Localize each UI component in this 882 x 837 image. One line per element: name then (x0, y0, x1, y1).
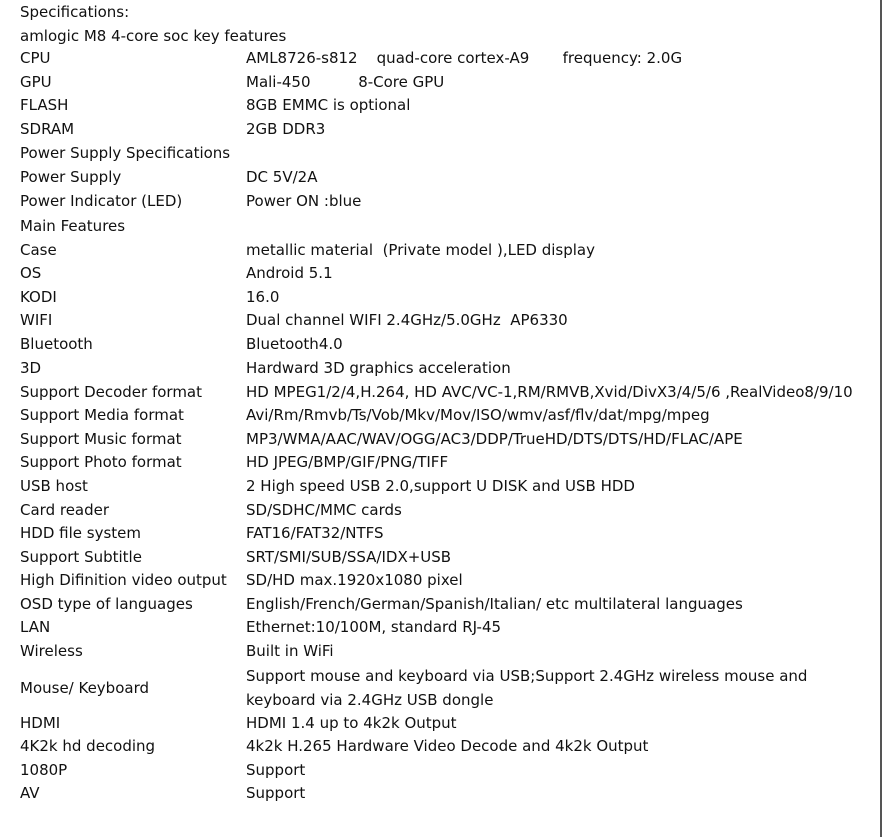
spec-label: HDMI (20, 713, 61, 732)
spec-label: USB host (20, 476, 88, 495)
spec-value: Dual channel WIFI 2.4GHz/5.0GHz AP6330 (246, 311, 568, 330)
spec-value: HD MPEG1/2/4,H.264, HD AVC/VC-1,RM/RMVB,Xvid/DivX3/4/5/6 ,RealVideo8/9/10 (246, 383, 853, 402)
spec-value: metallic material (Private model ),LED display (246, 240, 595, 259)
spec-value: Android 5.1 (246, 264, 333, 283)
spec-row-kodi (20, 286, 856, 310)
spec-value: MP3/WMA/AAC/WAV/OGG/AC3/DDP/TrueHD/DTS/DTS/HD/FLAC/APE (246, 429, 743, 448)
spec-label: OS (20, 264, 42, 283)
spec-row-flash (20, 94, 856, 118)
spec-label: Bluetooth (20, 334, 93, 353)
spec-row-os (20, 262, 856, 286)
section-main-features (20, 214, 856, 239)
spec-row-3d (20, 357, 856, 381)
spec-label: 1080P (20, 760, 68, 779)
spec-row-power-supply (20, 166, 856, 190)
spec-label: Power Supply (20, 168, 122, 187)
spec-label: GPU (20, 72, 52, 91)
spec-label: HDD file system (20, 524, 141, 543)
spec-value: 4k2k H.265 Hardware Video Decode and 4k2k Output (246, 737, 649, 756)
spec-label: 3D (20, 358, 42, 377)
spec-row-wireless (20, 640, 856, 664)
spec-value: Support mouse and keyboard via USB;Support 2.4GHz wireless mouse and keyboard via 2.4GHz USB dongle (246, 666, 808, 709)
spec-row-music-format (20, 428, 856, 452)
spec-row-case (20, 239, 856, 263)
spec-value: SD/SDHC/MMC cards (246, 500, 402, 519)
spec-value: Support (246, 784, 306, 803)
spec-row-usb-host (20, 475, 856, 499)
spec-row-1080p (20, 759, 856, 783)
spec-value: Avi/Rm/Rmvb/Ts/Vob/Mkv/Mov/ISO/wmv/asf/flv/dat/mpg/mpeg (246, 406, 710, 425)
spec-value: FAT16/FAT32/NTFS (246, 524, 384, 543)
spec-label: AV (20, 784, 40, 803)
spec-label: Mouse/ Keyboard (20, 678, 150, 697)
spec-row-hdmi (20, 712, 856, 736)
spec-row-cpu (20, 47, 856, 71)
spec-label: 4K2k hd decoding (20, 737, 156, 756)
spec-label: CPU (20, 49, 51, 67)
spec-label: Support Music format (20, 429, 182, 448)
spec-label: SDRAM (20, 119, 75, 138)
spec-label: Card reader (20, 500, 110, 519)
spec-row-mouse-keyboard (20, 664, 856, 712)
spec-value (246, 141, 856, 166)
spec-row-media-format (20, 404, 856, 428)
spec-row-gpu (20, 71, 856, 95)
spec-label: OSD type of languages (20, 594, 193, 613)
spec-value: 2 High speed USB 2.0,support U DISK and USB HDD (246, 476, 635, 495)
spec-row-lan (20, 616, 856, 640)
spec-value: English/French/German/Spanish/Italian/ etc multilateral languages (246, 594, 743, 613)
spec-row-decoder-format (20, 380, 856, 404)
spec-row-av (20, 782, 856, 806)
spec-value: AML8726-s812 quad-core cortex-A9 frequency: 2.0G (246, 49, 683, 67)
spec-row-hdd-file-system (20, 522, 856, 546)
spec-value: 16.0 (246, 287, 280, 306)
spec-label: Support Photo format (20, 453, 182, 472)
spec-value: 2GB DDR3 (246, 119, 326, 138)
spec-row-osd-languages (20, 593, 856, 617)
spec-row-wifi (20, 309, 856, 333)
spec-table (20, 47, 856, 806)
spec-value: SD/HD max.1920x1080 pixel (246, 571, 463, 590)
spec-value (246, 214, 856, 239)
spec-label: Support Media format (20, 406, 184, 425)
section-heading: Main Features (20, 216, 126, 235)
spec-value: HDMI 1.4 up to 4k2k Output (246, 713, 457, 732)
spec-value: Mali-450 8-Core GPU (246, 72, 445, 91)
spec-label: KODI (20, 287, 57, 306)
spec-row-photo-format (20, 451, 856, 475)
spec-row-subtitle (20, 546, 856, 570)
section-heading: Power Supply Specifications (20, 144, 231, 163)
spec-row-power-indicator (20, 190, 856, 214)
spec-label: Power Indicator (LED) (20, 191, 183, 210)
spec-value: Power ON :blue (246, 191, 362, 210)
spec-label: Support Decoder format (20, 383, 202, 402)
spec-value: SRT/SMI/SUB/SSA/IDX+USB (246, 547, 452, 566)
spec-row-4k2k-decoding (20, 735, 856, 759)
spec-value: Hardward 3D graphics acceleration (246, 358, 511, 377)
spec-value: HD JPEG/BMP/GIF/PNG/TIFF (246, 453, 449, 472)
spec-value: Bluetooth4.0 (246, 334, 343, 353)
spec-label: FLASH (20, 96, 69, 115)
spec-row-video-output (20, 569, 856, 593)
spec-label: LAN (20, 618, 51, 637)
spec-row-sdram (20, 118, 856, 142)
spec-label: High Difinition video output (20, 571, 227, 590)
spec-value: Built in WiFi (246, 642, 334, 661)
spec-label: WIFI (20, 311, 53, 330)
spec-row-bluetooth (20, 333, 856, 357)
spec-subheading: amlogic M8 4-core soc key features (20, 27, 287, 45)
spec-label: Wireless (20, 642, 83, 661)
spec-value: 8GB EMMC is optional (246, 96, 411, 115)
spec-value: DC 5V/2A (246, 168, 318, 187)
spec-value: Ethernet:10/100M, standard RJ-45 (246, 618, 502, 637)
spec-label: Case (20, 240, 57, 259)
section-power-supply (20, 141, 856, 166)
spec-heading: Specifications: (20, 3, 130, 21)
spec-value: Support (246, 760, 306, 779)
spec-row-card-reader (20, 499, 856, 523)
spec-label: Support Subtitle (20, 547, 142, 566)
